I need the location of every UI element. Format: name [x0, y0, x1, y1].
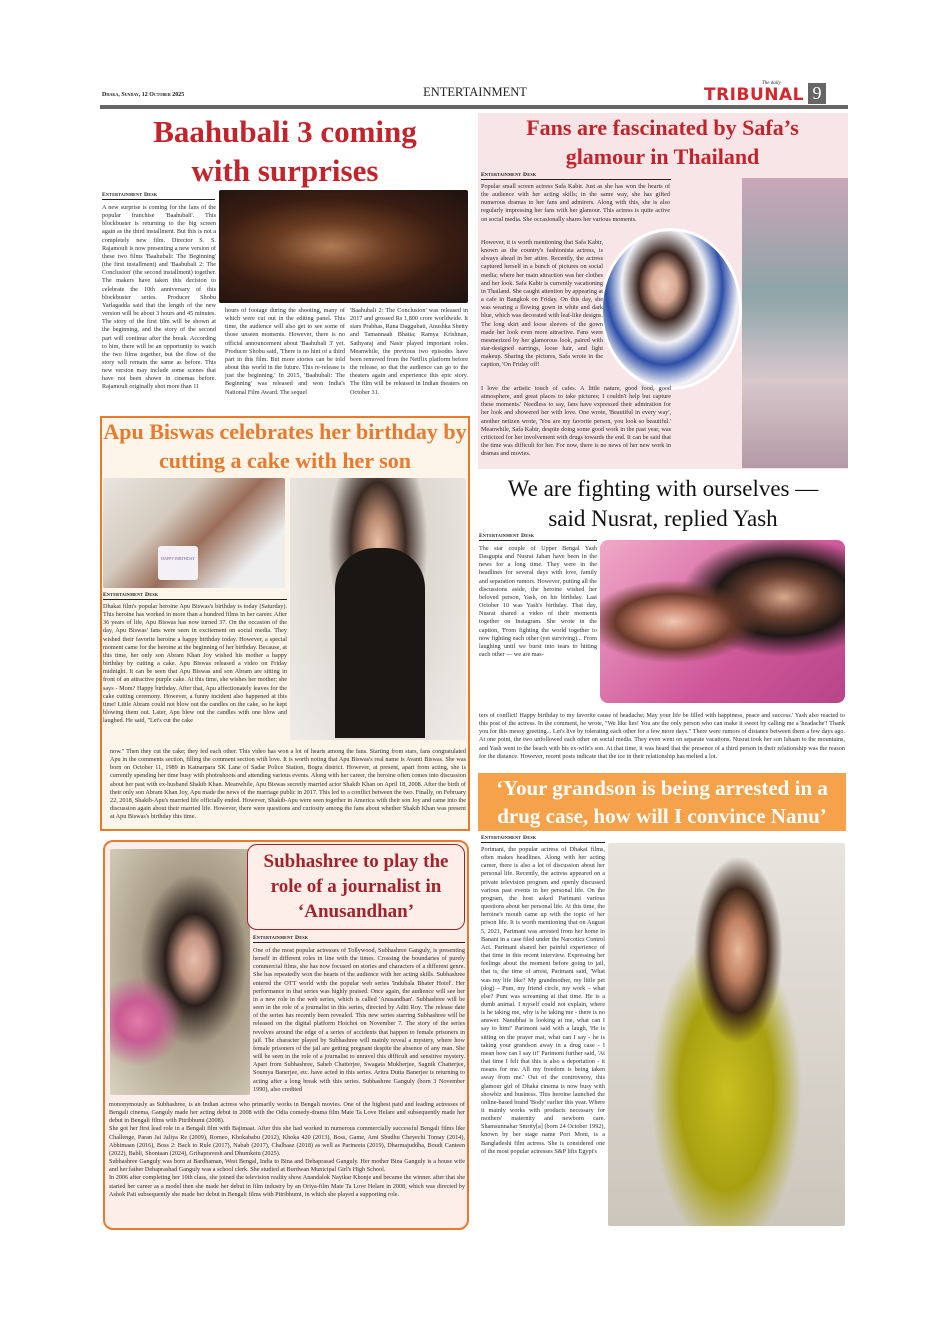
apu-son-photo	[103, 478, 285, 588]
safa-bottom: I love the artistic touch of cafes. A little nature, good food, good atmosphere, and great places to take pictures; I couldn't help but capture these moments.' Needless to say, fans have expressed their admiration for her look and showered her with love. One wrote, 'Beautiful in every way', another netizen wrote, 'You are my favorite person, you look so beautiful.' Meanwhile, Safa Kabir, despite doing some good work in the past year, was criticized for her involvement with drugs towards the end. It can be said that the time was difficult for her. For now, there is no news of her new work in dramas and movies.	[481, 385, 671, 458]
logo-small: The daily	[762, 81, 781, 86]
nusrat-full: ters of conflict! Happy birthday to my favorite cause of headache; May your life be filled with happiness, peace and success.' Yash also reacted to this post of the actress. In the comment, he wrote, "We like lies! You are the only person who can make it sweet by calling me a 'headache'! Thank you for this messy greeting... Let's live by tolerating each other for a few more days." There were rumors of distance between them a few days ago. At one point, the two unfollowed each other on social media. They even went on separate vacations. Nusrat took her son Ishaan to the mountains, and Yash went to the beach with his ex-wife's son. At that time, it was heard that the presence of a third person in their relationship was the reason for the distance. However, recent posts indicate that the ice in their relationship has melted a lot.	[479, 712, 845, 760]
page-number: 9	[808, 83, 826, 104]
nusrat-yash-photo	[600, 540, 845, 703]
subhashree-paragraph: She got her first lead role in a Bengali film with Bajimaat. After this she had worked in numerous commercially successful Bengali films like Challenge, Paran Jai Jaliya Re (2009), Romeo, Khokababu (2012), Khoka 420 (2013), Boss, Game, Ami Shudhu Cheyechi Tomay (2014), Abhimaan (2016), Boss 2: Back to Rule (2017), Nabab (2017), Chalbaaz (2018) as well as Parineeta (2019), Dharmajuddha, Boudi Canteen (2022), Babli, Shontaan (2024), Grihapravesh and Dhumketu (2025).	[109, 1125, 465, 1157]
nusrat-headline: We are fighting with ourselves — said Nusrat, replied Yash	[507, 476, 819, 531]
desk-label: Entertainment Desk	[481, 172, 671, 180]
apu-col-1: Dhakai film's popular heroine Apu Biswas's birthday is today (Saturday). This heroine has worked in more than a hundred films in her career. After 36 years of life, Apu Biswas has now turned 37. On the occasion of the day, Apu Biswas' fans were seen in excitement on social media. They wished their favorite heroine a happy birthday today. However, a special moment came for the heroine at the beginning of her birthday. Because, at this time, her only son Abram Khan Joy wished his mother a happy birthday by cutting a cake. Apu Biswas released a video on Friday midnight. It can be seen that Apu Biswas and son Abram are sitting in front of an attractive purple cake. At this time, she wishes her mother; she says - Mom? Happy birthday. After that, Apu affectionately leaves for the cake cutting ceremony. However, a funny incident also happened at this time! Little Abram could not blow out the candles on the cake, so he kept blowing them out. Later, Apu blew out the candles with one blow and laughed. He said, "Let's cut the cake	[103, 603, 287, 725]
parimani-photo	[608, 843, 845, 1226]
safa-photo	[600, 228, 742, 390]
subhashree-paragraph: Subhashree Ganguly was born at Bardhaman, West Bengal, India to Bina and Debaprasad Ganguly. Her mother Bina Ganguly is a house wife and her father Debaprashad Ganguly was a school clerk. She studied at Burdwan Municipal Girl's High School.	[109, 1158, 465, 1174]
dateline: Dhaka, Sunday, 12 October 2025	[102, 92, 185, 98]
baahubali-photo	[219, 190, 468, 303]
desk-label: Entertainment Desk	[481, 835, 605, 843]
baahubali-headline: Baahubali 3 coming with surprises	[153, 114, 417, 188]
parimani-headline: ‘Your grandson is being arrested in a drug case, how will I convince Nanu’	[478, 773, 846, 831]
safa-top: Popular small screen actress Safa Kabir. Just as she has won the hearts of the audience with her acting skills; in the same way, she has gifted numerous dramas to her fans and admirers. Along with this, she is also regularly impressing her fans with her glamour. This actress is quite active on social media. She occasionally shares her various moments.	[481, 183, 670, 223]
nusrat-side: The star couple of Upper Bengal Yash Dasgupta and Nusrat Jahan have been in the news for a long time. They were in the headlines for several days with love, family and separation rumors. However, putting all the discussions aside, the heroine wished her beloved person, Yash, on his birthday. Last October 10 was Yash's birthday. That day, Nusrat shared a video of their moments together on Instagram. She wrote in the caption, 'From fighting the world together to now fighting each other (yet surviving)... From laughing until we burst into tears to hitting each other — we are mas-	[479, 545, 597, 659]
apu-headline: Apu Biswas celebrates her birthday by cutting a cake with her son	[103, 419, 467, 473]
baahubali-col-1: A new surprise is coming for the fans of the popular franchise 'Baahubali'. This blockbuster is returning to the big screen again as the third installment. But this is not a completely new film. Director S. S. Rajamouli is now presenting a new version of these two films 'Baahubali: The Beginning' (the first installment) and 'Baahubali 2: The Conclusion' (the second installment) together. The makers have taken this decision to celebrate the 10th anniversary of this blockbuster series. Producer Shobu Yarlagadda said that the length of the new version will be about 3 hours and 45 minutes. The story of the first film will be shown at the beginning, and the story of the second part will continue after the break. According to him, there will be an opportunity to watch the two films together, but the flow of the story will remain the same as before. This new version may include some scenes that have not been shown in cinemas before. Rajamouli originally shot more than 11	[102, 204, 216, 391]
subhashree-paragraph: mononymously as Subhashree, is an Indian actress who primarily works in Bengali movies. One of the highest paid and leading actresses of Bengali cinema, Ganguly made her acting debut in 2008 with the Odia comedy-drama film Mate Ta Love Helare and subsequently made her debut in Bengali films with Pitribhumi (2008).	[109, 1101, 465, 1125]
cake: HAPPY BIRTHDAY	[158, 546, 198, 580]
parimani-body: Porimani, the popular actress of Dhakai films, often makes headlines. Along with her acting career, there is also a lot of discussion about her personal life. Recently, the actress appeared on a private television program and openly discussed various past events in her personal life. On the program, the host asked Parimani various questions about her personal life. At this time, the heroine's mouth came up with the topic of her prison life. It is worth mentioning that on August 5, 2021, Parimani was arrested from her home in Banani in a case filed under the Narcotics Control Act. Parimani shared her painful experience of that time in this recent interview. Expressing her feelings about the moment before going to jail, that is, the time of arrest, Parimani said, 'What was my life like? My grandmother, my little pet (dog) – Pum, my friend circle, my work – what else? Pum was screaming at that time. He is a dumb animal. I myself could not explain, where is he taking me, why is he taking me - there is no answer. Nanubhai is looking at me, what can I say to him!' Parimoni said with a laugh, 'He is sitting on the prayer mat, what can I say - he is taking your grandson away in a drug case - I mean how can I say it!' Parimoni further said, 'At that time I felt that this is also a deportation - it means for me. All my freedom is being taken away from me.' Out of the controversy, this glamour girl of Dhaka cinema is now busy with showbiz and business. This heroine launched the online-based brand 'Body' earlier this year. Where it mainly works with products necessary for mothers' maternity and newborn care. Shamsunnahar Smrity[a] (born 24 October 1992), known by her stage name Pori Moni, is a Bangladeshi film actress. She is considered one of the most popular actresses S&P lifts Egypt's	[481, 846, 605, 1155]
logo-text: TRIBUNAL	[704, 85, 804, 105]
desk-label: Entertainment Desk	[253, 935, 465, 943]
safa-photo-strip	[742, 178, 848, 468]
desk-label: Entertainment Desk	[102, 192, 215, 200]
section-title: ENTERTAINMENT	[423, 85, 527, 99]
subhashree-col-1: One of the most popular actresses of Tollywood, Subhashree Ganguly, is presenting herself in different roles in line with the times. Crossing the boundaries of purely commercial films, she has now focused on stories and characters of a different genre. She has repeatedly won the hearts of the audience with her acting skills. Subhashree entered the OTT world with the popular web series 'Indubala Bhater Hotel'. Her performance in that series was highly praised. Once again, the audience will see her in a new role in the web series, which is called 'Anusandhan'. Subhashree will be seen in the role of a journalist in this series, directed by Aditi Roy. The release date of the series has recently been revealed. This new series starring Subhashree will be released on the digital platform Hoichoi on November 7. The story of the series revolves around the edge of a series of accidents that happen to female prisoners in jail. The character played by Subhashree will mainly reveal a mystery, where how female prisoners of the jail are getting pregnant despite the absence of any man. She will be seen in the role of a journalist to unravel this difficult and sensitive mystery. Apart from Subhashree, Saheb Chatterjee, Swagata Mukherjee, Sagnik Chatterjee, Soumya Banerjee, etc. have acted in this series. Aritra Dutta Banerjee is returning to acting after a long break with this series. Subhashree Ganguly (born 3 November 1990), also credited	[253, 947, 465, 1093]
subhashree-headline: Subhashree to play the role of a journalist in ‘Anusandhan’	[247, 844, 465, 930]
subhashree-full	[109, 1101, 465, 1223]
subhashree-paragraph: In 2006 after completing her 10th class, she joined the television reality show Anandalok Nayikar Khonje and became the winner. after that she started her career as a model then she made her debut in film industry by an Oriya-film Mate Ta Love Helare in 2008, which was directed by Ashok Pati subsequently she made her debut in Bengali films with Pitribhumi, in which she played a supporting role.	[109, 1174, 465, 1198]
logo	[704, 82, 826, 104]
desk-label: Entertainment Desk	[479, 533, 597, 541]
apu-portrait-photo	[290, 478, 466, 740]
subhashree-photo	[110, 849, 250, 1095]
safa-side: However, it is worth mentioning that Safa Kabir, known as the country's fashionista actress, is always ahead in her attire. Recently, the actress captured herself in a bunch of pictures on social media; where her main attraction was her clothes and her look. Safa Kabir is currently vacationing in Thailand. She caught attention by appearing at a cafe in Bangkok on Friday. On this day, she was wearing a flowing gown in white and dark blue, which was decorated with leaf-like designs. The long skirt and loose sleeves of the gown made her look even more attractive. Fans were mesmerized by her glamorous look, paired with star-designed earrings, loose hair, and light makeup. Sharing the pictures, Safa wrote in the caption, 'On Friday off!	[481, 239, 603, 369]
baahubali-col-3: 'Baahubali 2: The Conclusion' was released in 2017 and grossed Rs 1,800 crore worldwide. It stars Prabhas, Rana Daggubati, Anushka Shetty and Tamannaah Bhatia; Ramya Krishnan, Sathyaraj and Nasir played important roles. Meanwhile, the previous two episodes have been removed from the Netflix platform before the release, so that the audience can go to the theaters again and experience this epic story. The film will be released in Indian theaters on October 31.	[350, 307, 468, 396]
baahubali-col-2: hours of footage during the shooting, many of which were cut out in the editing panel. This time, the audience will also get to see some of those unseen moments. However, there is no official announcement about 'Baahubali 3' yet. Producer Shobu said, 'There is no hint of a third part in this film. But more stories can be told about this world in the future. This re-release is just the beginning.' In 2015, 'Baahubali: The Beginning' was released and won India's National Film Award. The sequel	[225, 307, 345, 396]
apu-full: now." Then they cut the cake; they fed each other. This video has won a lot of hearts among the fans. Starting from stars, fans congratulated Apu in the comments section, filling the comment section with love. It is worth noting that Apu Biswas's real name is Avanti Biswas. She was born on October 11, 1989 in Katnarpara SK Lane of Sadar Police Station, Bogra district. However, at present, apart from acting, she is currently spending her time busy with photoshoots and attending various events. Along with her career, the heroine often comes into discussion about her past with ex-husband Shakib Khan. Meanwhile, Apu Biswas secretly married actor Shakib Khan on April 18, 2008. After the birth of their only son Abram Khan Joy, Apu made the news of the marriage public in 2017. This led to a conflict between the two. Finally, on February 22, 2018, Shakib-Apu's married life officially ended. However, Shakib-Apu were seen together in America with their son Joy and came into the discussion again about their married life. However, there were questions and curiosity among the fans about whether Shakib Khan was present at Apu Biswas's birthday this time.	[110, 748, 466, 821]
header-rule	[100, 105, 848, 109]
desk-label: Entertainment Desk	[103, 592, 287, 600]
safa-headline: Fans are fascinated by Safa’s glamour in Thailand	[526, 115, 799, 169]
